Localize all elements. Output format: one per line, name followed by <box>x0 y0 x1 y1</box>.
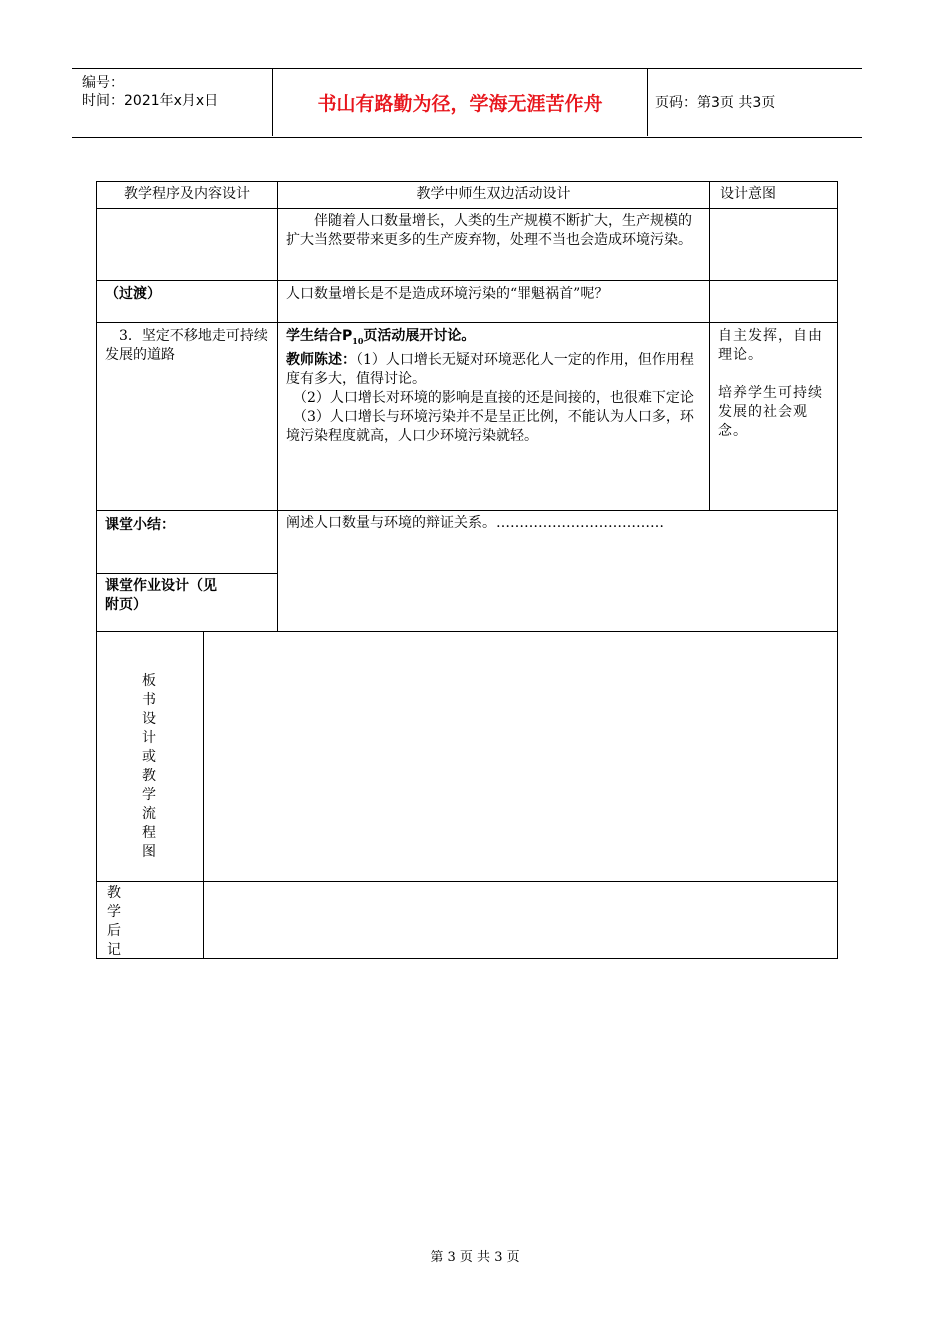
row3-activity <box>286 327 704 446</box>
header-motto: 书山有路勤为径，学海无涯苦作舟 <box>317 92 603 115</box>
row2-activity-text: 人口数量增长是不是造成环境污染的“罪魁祸首”呢？ <box>286 286 609 302</box>
row3-teacher-point-3: （3）人口增长与环境污染并不是呈正比例，不能认为人口多，环境污染程度就高，人口少环境污染就轻。 <box>286 408 694 444</box>
row3-intent-1: 自主发挥，自由理论。 <box>718 328 823 363</box>
homework-label: 课堂作业设计（见附页） <box>105 578 217 613</box>
page-footer: 第 3 页 共 3 页 <box>430 1250 520 1265</box>
row1-activity-text: 伴随着人口数量增长，人类的生产规模不断扩大，生产规模的扩大当然要带来更多的生产废弃物，处理不当也会造成环境污染。 <box>286 213 692 248</box>
col-header-intent: 设计意图 <box>720 186 776 202</box>
afterword-label: 教学后记 <box>107 885 121 958</box>
row3-program-text: 3．坚定不移地走可持续发展的道路 <box>105 328 268 363</box>
row3-activity-title: 学生结合$P_{10}$页活动展开讨论。 <box>286 328 476 346</box>
row3-intent-2: 培养学生可持续发展的社会观念。 <box>718 385 823 439</box>
time-label: 时间：2021年x月x日 <box>82 93 219 109</box>
row3-teacher-statement: 教师陈述：（1）人口增长无疑对环境恶化人一定的作用，但作用程度有多大，值得讨论。 <box>286 351 694 387</box>
col-header-program: 教学程序及内容设计 <box>124 186 250 202</box>
row2-program-label: （过渡） <box>105 286 161 302</box>
summary-text: 阐述人口数量与环境的辩证关系。……………………………… <box>286 515 664 531</box>
summary-label: 课堂小结： <box>105 517 175 533</box>
number-label: 编号： <box>82 75 124 91</box>
row3-teacher-point-2: （2）人口增长对环境的影响是直接的还是间接的，也很难下定论 <box>286 389 694 406</box>
col-header-activity: 教学中师生双边活动设计 <box>416 186 571 202</box>
board-design-label: 板书设计或教学流程图 <box>142 673 156 860</box>
header-divider <box>647 68 648 136</box>
header-info <box>72 68 272 136</box>
header-page-label: 页码：第3页 共3页 <box>655 95 776 111</box>
